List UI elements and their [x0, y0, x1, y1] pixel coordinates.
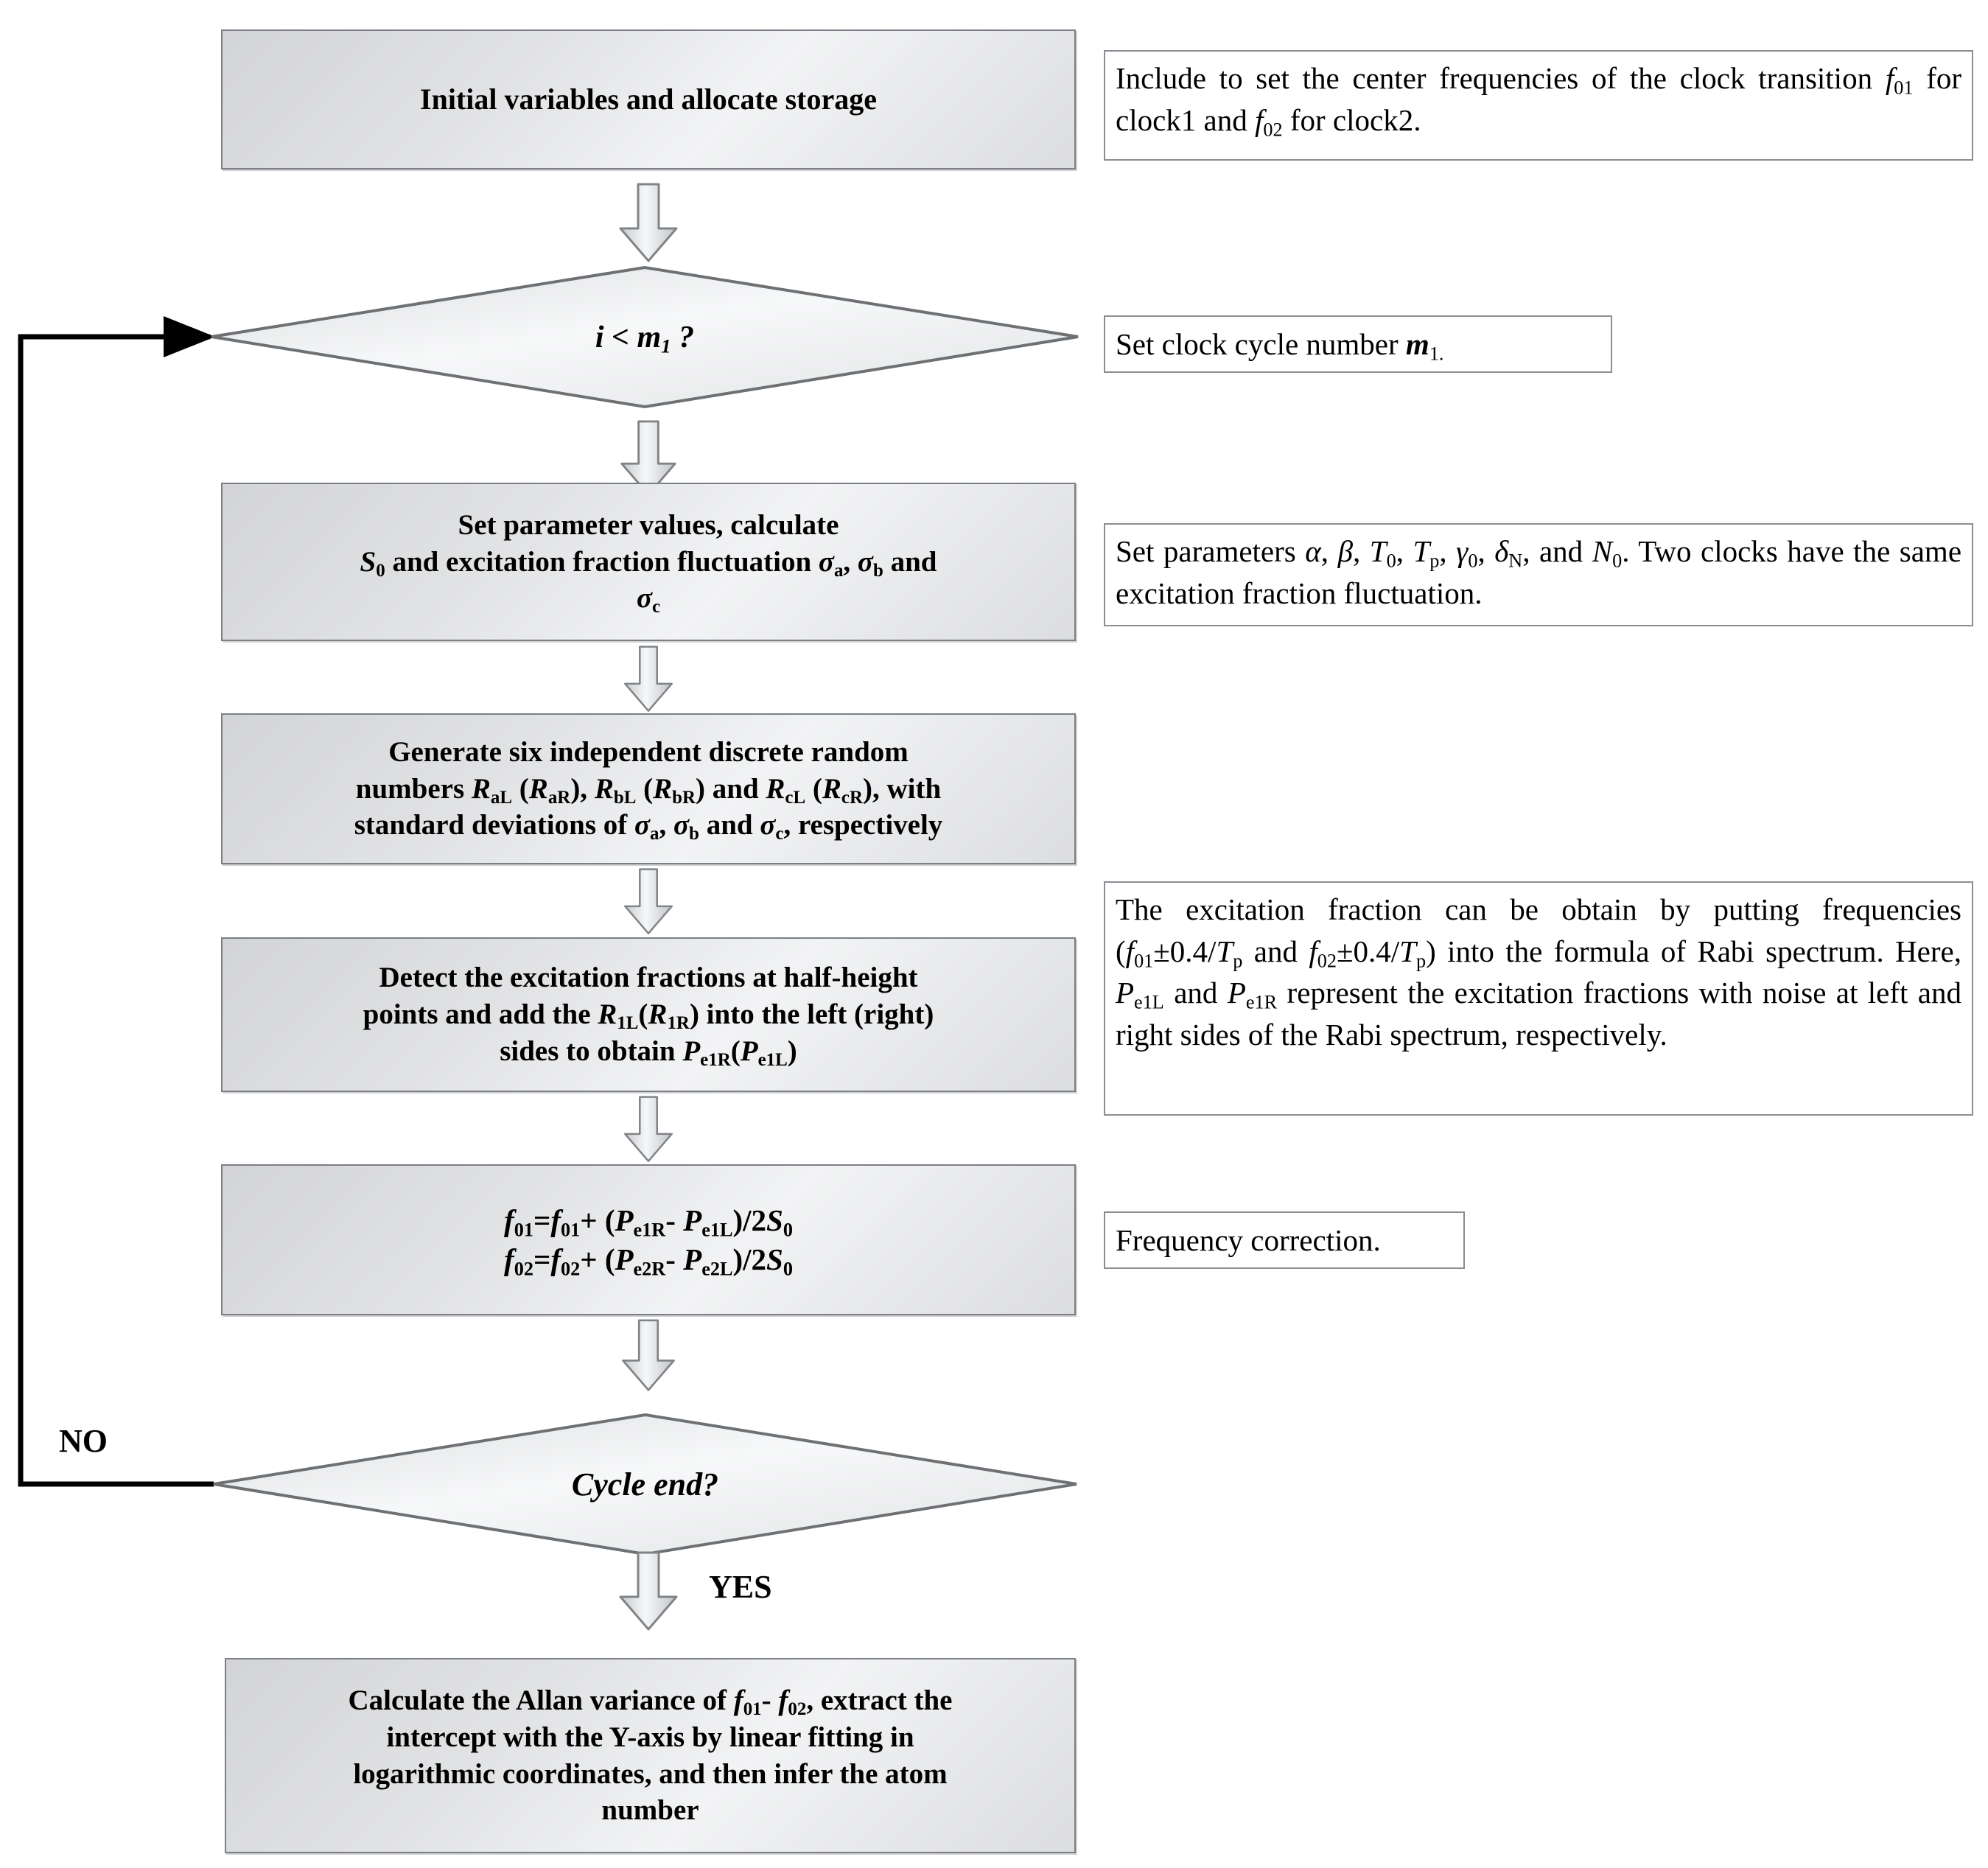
node-final-line3: logarithmic coordinates, and then infer the atom	[353, 1757, 948, 1790]
node-detect-line3: sides to obtain $P_{e1R}(P_{e1L})$	[500, 1035, 797, 1070]
node-detect-excitation-fractions[interactable]	[221, 937, 1076, 1092]
node-frequency-correction-eq2: $f_{02}=f_{02}+ (P_{e2R}-$ $P_{e2L})/2S_0$	[504, 1242, 793, 1279]
node-final-line1: Calculate the Allan variance of $f_{01}-$ $f_{02}$, extract the	[348, 1684, 953, 1719]
node-generate-random-numbers-line2: numbers $R_{aL}$ $(R_{aR})$, $R_{bL}$ $(R_{bR})$ and $R_{cL}$ $(R_{cR})$, with	[355, 772, 942, 808]
node-initial-variables-label: Initial variables and allocate storage	[420, 83, 877, 116]
node-set-parameters-line3: $\sigma_c$	[636, 582, 661, 618]
arrow-detect-to-freqcorrection	[617, 1096, 679, 1164]
node-set-parameters-line2: $S_0$ and excitation fraction fluctuation $\sigma_a$, $\sigma_b$ and	[360, 545, 937, 581]
node-calculate-allan-variance[interactable]	[225, 1658, 1076, 1853]
node-decision-i-lt-m1[interactable]	[210, 265, 1079, 409]
note-set-parameters: Set parameters α, β, $T_0$, $T_p$, $\gamma_0$, $\delta_N$, and $N_0$. Two clocks have the same excitation fraction fluctuation.	[1104, 523, 1973, 626]
note-center-frequencies: Include to set the center frequencies of the clock transition $f_{01}$ for clock1 and $f_{02}$ for clock2.	[1104, 50, 1973, 161]
arrow-setparams-to-generate	[617, 646, 679, 713]
node-decision-cycle-end-label: Cycle end?	[571, 1466, 719, 1503]
edge-label-yes: YES	[709, 1569, 772, 1605]
arrow-start-to-decision	[617, 183, 679, 264]
node-frequency-correction[interactable]	[221, 1164, 1076, 1315]
node-decision-i-lt-m1-label: $i < m_1$ ?	[595, 320, 695, 357]
node-generate-random-numbers-line3: standard deviations of $\sigma_a$, $\sigma_b$ and $\sigma_c$, respectively	[354, 809, 943, 844]
node-detect-line1: Detect the excitation fractions at half-height	[379, 962, 918, 994]
node-initial-variables[interactable]	[221, 29, 1076, 169]
arrow-cycleend-to-final	[617, 1551, 679, 1632]
node-set-parameters-line1: Set parameter values, calculate	[458, 508, 839, 541]
node-detect-line2: points and add the $R_{1L}(R_{1R})$ into the left (right)	[363, 998, 934, 1034]
node-frequency-correction-eq1: $f_{01}=f_{01}+ (P_{e1R}-$ $P_{e1L})/2S_0$	[504, 1203, 793, 1241]
edge-label-no: NO	[59, 1423, 108, 1459]
node-set-parameters[interactable]	[221, 483, 1076, 641]
node-final-line4: number	[601, 1794, 699, 1827]
arrow-generate-to-detect	[617, 868, 679, 936]
note-excitation-fraction: The excitation fraction can be obtain by putting frequencies ($f_{01}\pm 0.4/T_p$ and $f_{02}\pm 0.4/T_p$) into the formula of Rabi spectrum. Here, $P_{e1L}$ and $P_{e1R}$ represent the excitation fractions with noise at left and right sides of the Rabi spectrum, respectively.	[1104, 881, 1973, 1116]
node-decision-cycle-end[interactable]	[212, 1413, 1078, 1556]
note-clock-cycle-number: Set clock cycle number $m_{1.}$	[1104, 315, 1612, 373]
node-final-line2: intercept with the Y-axis by linear fitting in	[386, 1721, 914, 1753]
note-frequency-correction-text: Frequency correction.	[1116, 1222, 1381, 1257]
node-generate-random-numbers-line1: Generate six independent discrete random	[388, 735, 909, 768]
note-frequency-correction	[1104, 1211, 1465, 1269]
node-generate-random-numbers[interactable]	[221, 713, 1076, 864]
arrow-freqcorrection-to-cycleend	[617, 1319, 679, 1393]
